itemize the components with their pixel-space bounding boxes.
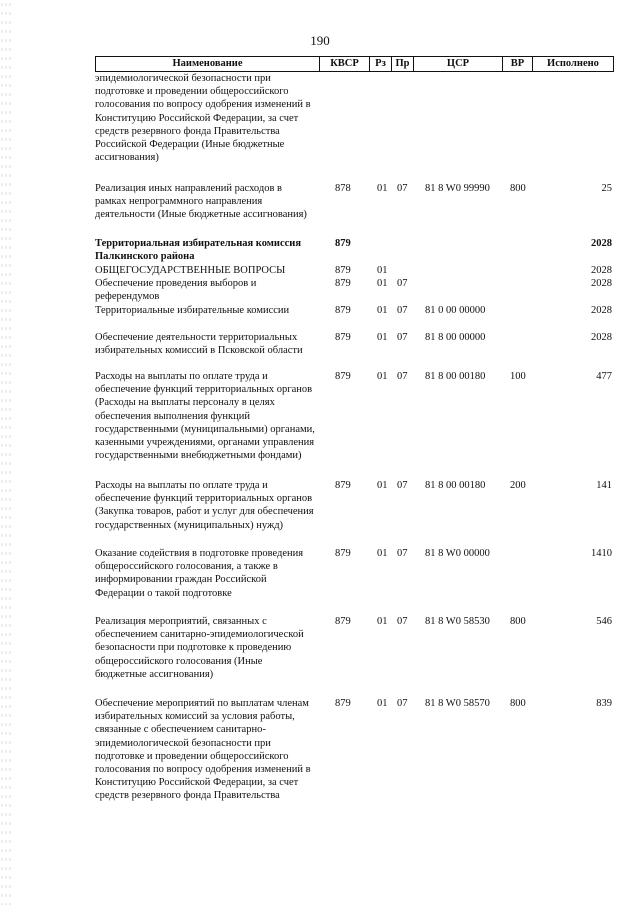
row-rz: 01	[377, 698, 388, 709]
row-done: 25	[601, 183, 612, 194]
row-csr: 81 8 W0 58530	[425, 616, 490, 627]
row-rz: 01	[377, 332, 388, 343]
row-vr: 800	[510, 698, 526, 709]
row-pr: 07	[397, 332, 408, 343]
row-name: Обеспечение проведения выборов и референдумов	[95, 278, 257, 303]
row-name: Реализация иных направлений расходов в рамках непрограммного направления деятельности (Иные бюджетные ассигнования)	[95, 183, 307, 221]
row-name: Территориальная избирательная комиссия Палкинского района	[95, 238, 302, 263]
row-csr: 81 0 00 00000	[425, 305, 486, 316]
row-vr: 800	[510, 616, 526, 627]
row-name: эпидемиологической безопасности при подготовке и проведении общероссийского голосования по вопросу одобрения изменений в Конституцию Российской Федерации, за счет средств резервного фонда Правительства Российской Федерации (Иные бюджетные ассигнования)	[95, 73, 311, 164]
row-vr: 800	[510, 183, 526, 194]
row-csr: 81 8 00 00000	[425, 332, 486, 343]
table-header	[95, 56, 614, 72]
row-vr: 200	[510, 480, 526, 491]
row-rz: 01	[377, 305, 388, 316]
row-rz: 01	[377, 265, 388, 276]
column-header-csr: ЦСР	[413, 57, 502, 71]
row-done: 2028	[591, 238, 612, 249]
row-rz: 01	[377, 480, 388, 491]
row-csr: 81 8 W0 58570	[425, 698, 490, 709]
row-pr: 07	[397, 616, 408, 627]
row-done: 2028	[591, 278, 612, 289]
row-done: 2028	[591, 332, 612, 343]
row-name: ОБЩЕГОСУДАРСТВЕННЫЕ ВОПРОСЫ	[95, 265, 286, 276]
row-kvsr: 879	[335, 305, 351, 316]
row-name: Обеспечение деятельности территориальных избирательных комиссий в Псковской области	[95, 332, 303, 357]
row-name: Реализация мероприятий, связанных с обеспечением санитарно-эпидемиологической безопасности при подготовке к проведению общероссийского голосования (Иные бюджетные ассигнования)	[95, 616, 304, 680]
row-pr: 07	[397, 371, 408, 382]
row-csr: 81 8 00 00180	[425, 480, 486, 491]
row-pr: 07	[397, 183, 408, 194]
column-header-rz: Рз	[369, 57, 391, 71]
column-header-vr: ВР	[502, 57, 532, 71]
row-rz: 01	[377, 183, 388, 194]
row-done: 2028	[591, 265, 612, 276]
row-csr: 81 8 W0 00000	[425, 548, 490, 559]
row-pr: 07	[397, 278, 408, 289]
row-name: Расходы на выплаты по оплате труда и обеспечение функций территориальных органов (Закупка товаров, работ и услуг для обеспечения государственных (муниципальных) нужд)	[95, 480, 314, 531]
row-done: 477	[596, 371, 612, 382]
column-header-kvsr: КВСР	[319, 57, 369, 71]
row-kvsr: 879	[335, 332, 351, 343]
row-pr: 07	[397, 698, 408, 709]
row-csr: 81 8 W0 99990	[425, 183, 490, 194]
row-done: 141	[596, 480, 612, 491]
row-kvsr: 879	[335, 265, 351, 276]
row-done: 839	[596, 698, 612, 709]
row-kvsr: 878	[335, 183, 351, 194]
row-pr: 07	[397, 480, 408, 491]
row-kvsr: 879	[335, 698, 351, 709]
row-kvsr: 879	[335, 616, 351, 627]
row-csr: 81 8 00 00180	[425, 371, 486, 382]
row-kvsr: 879	[335, 480, 351, 491]
row-pr: 07	[397, 548, 408, 559]
row-name: Оказание содействия в подготовке проведения общероссийского голосования, а также в информировании граждан Российской Федерации о такой подготовке	[95, 548, 304, 599]
row-name: Обеспечение мероприятий по выплатам членам избирательных комиссий за условия работы, связанные с обеспечением санитарно-эпидемиологической безопасности при подготовке и проведении общероссийского голосования по вопросу одобрения изменений в Конституцию Российской Федерации, за счет средств резервного фонда Правительства	[95, 698, 311, 802]
column-header-pr: Пр	[391, 57, 413, 71]
row-name: Территориальные избирательные комиссии	[95, 305, 290, 316]
row-pr: 07	[397, 305, 408, 316]
row-rz: 01	[377, 616, 388, 627]
row-kvsr: 879	[335, 278, 351, 289]
row-vr: 100	[510, 371, 526, 382]
column-header-done: Исполнено	[532, 57, 613, 71]
row-done: 1410	[591, 548, 612, 559]
row-done: 546	[596, 616, 612, 627]
row-rz: 01	[377, 278, 388, 289]
row-rz: 01	[377, 371, 388, 382]
row-rz: 01	[377, 548, 388, 559]
page-number: 190	[310, 33, 330, 48]
row-name: Расходы на выплаты по оплате труда и обеспечение функций территориальных органов (Расходы на выплаты персоналу в целях обеспечения выполнения функций государственными (муниципальными) органами, казенными учреждениями, органами управления государственными внебюджетными фондами)	[95, 371, 315, 462]
row-kvsr: 879	[335, 238, 351, 249]
scan-margin-artifact	[0, 0, 12, 905]
column-header-name: Наименование	[172, 58, 243, 69]
row-kvsr: 879	[335, 548, 351, 559]
row-done: 2028	[591, 305, 612, 316]
row-kvsr: 879	[335, 371, 351, 382]
